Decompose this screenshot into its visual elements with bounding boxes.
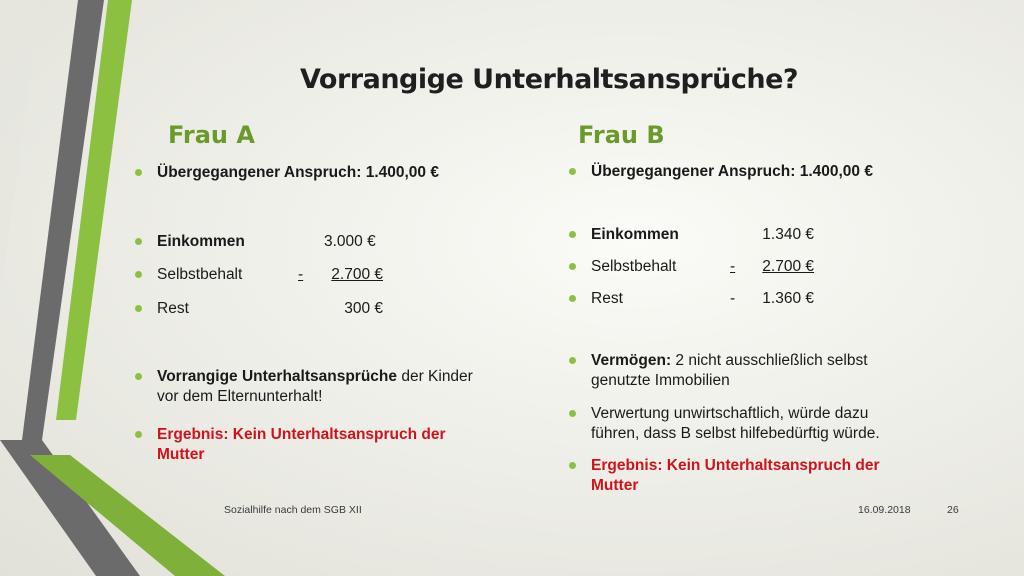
bullet-icon [569, 263, 576, 270]
bullet-icon [569, 410, 576, 417]
retention-label: Selbstbehalt [157, 266, 243, 283]
result-line2: Mutter [591, 477, 639, 494]
bullet-icon [135, 169, 142, 176]
rest-value: 1.360 € [762, 290, 814, 307]
income-value: 1.340 € [762, 226, 814, 243]
priority-line2: vor dem Elternunterhalt! [157, 388, 323, 405]
bullet-icon [569, 231, 576, 238]
bullet-icon [135, 238, 142, 245]
priority-text: der Kinder [397, 368, 473, 385]
bullet-icon [135, 431, 142, 438]
priority-bold: Vorrangige Unterhaltsansprüche [157, 368, 398, 385]
income-label: Einkommen [591, 226, 679, 243]
result-line1: Ergebnis: Kein Unterhaltsanspruch der [157, 426, 446, 443]
assets-bold: Vermögen: [591, 352, 672, 369]
util-line1: Verwertung unwirtschaftlich, würde dazu [591, 405, 869, 422]
retention-value: 2.700 € [762, 258, 814, 275]
footer-date: 16.09.2018 [858, 504, 911, 516]
bullet-icon [569, 357, 576, 364]
assets-line2: genutzte Immobilien [591, 372, 730, 389]
income-value: 3.000 € [324, 233, 376, 250]
rest-label: Rest [157, 300, 189, 317]
rest-value: 300 € [344, 300, 383, 317]
retention-label: Selbstbehalt [591, 258, 677, 275]
retention-value: 2.700 € [331, 266, 383, 283]
gray-left-edge [0, 0, 40, 300]
bullet-icon [569, 462, 576, 469]
rest-sign: - [730, 290, 736, 307]
bullet-icon [135, 305, 142, 312]
rest-label: Rest [591, 290, 623, 307]
income-label: Einkommen [157, 233, 245, 250]
heading-frau-b: Frau B [578, 121, 665, 149]
claim-text: Übergegangener Anspruch: 1.400,00 € [157, 164, 439, 181]
util-line2: führen, dass B selbst hilfebedürftig würde. [591, 425, 880, 442]
slide-title: Vorrangige Unterhaltsansprüche? [300, 64, 799, 95]
result-line2: Mutter [157, 446, 205, 463]
assets-text: 2 nicht ausschließlich selbst [671, 352, 868, 369]
bullet-icon [135, 373, 142, 380]
bullet-icon [569, 295, 576, 302]
retention-sign: - [730, 258, 736, 275]
bullet-icon [135, 271, 142, 278]
heading-frau-a: Frau A [168, 121, 255, 149]
slide-number: 26 [947, 504, 959, 516]
claim-text: Übergegangener Anspruch: 1.400,00 € [591, 163, 873, 180]
bullet-icon [569, 168, 576, 175]
retention-sign: - [298, 266, 304, 283]
result-line1: Ergebnis: Kein Unterhaltsanspruch der [591, 457, 880, 474]
footer-text: Sozialhilfe nach dem SGB XII [224, 504, 362, 516]
